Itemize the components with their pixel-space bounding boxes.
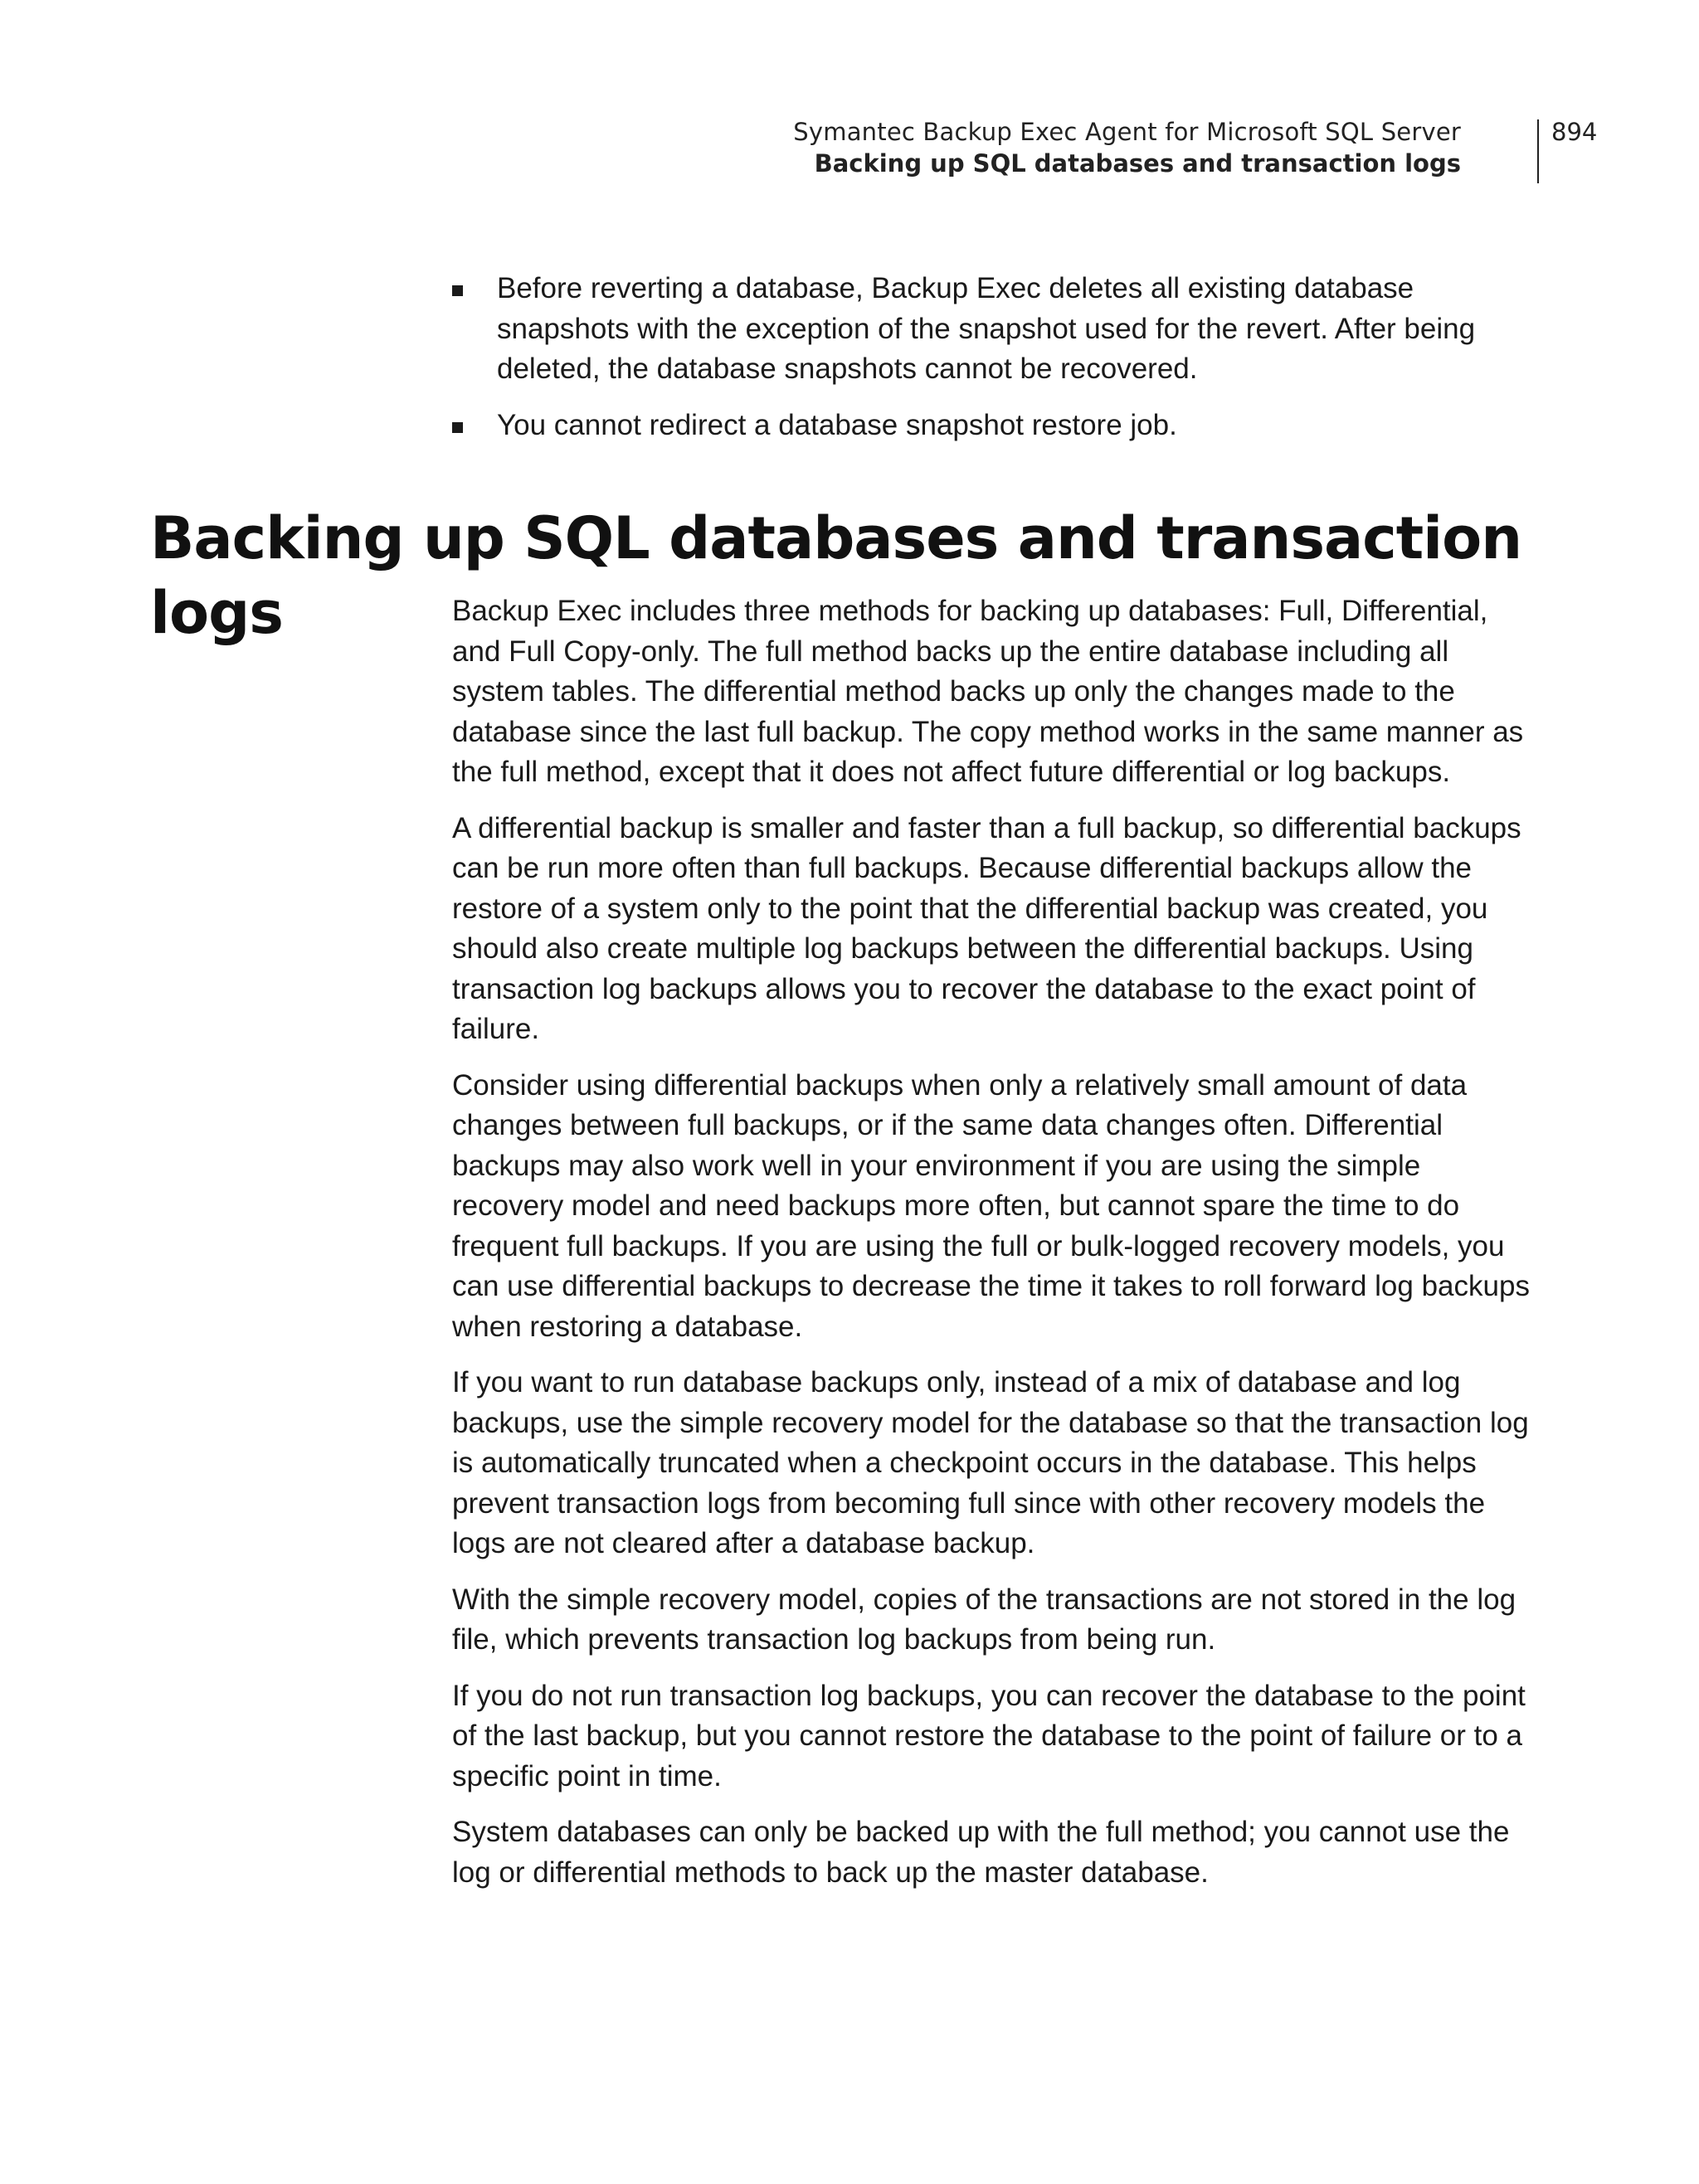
paragraph: With the simple recovery model, copies of the transactions are not stored in the log file, which prevents transaction log backups from being run. (452, 1583, 1516, 1656)
page-number: 894 (1551, 118, 1598, 146)
square-bullet-icon (452, 422, 463, 433)
paragraph: Consider using differential backups when only a relatively small amount of data changes between full backups, or if the same data changes often. Differential backups may also work well in your environment if you are using the simple recovery model and need backups more often, but cannot spare the time to do frequent full backups. If you are using the full or bulk-logged recovery models, you can use differential backups to decrease the time it takes to roll forward log backups when restoring a database. (452, 1068, 1530, 1343)
bullet-item (452, 269, 1539, 390)
paragraph: If you want to run database backups only, instead of a mix of database and log backups, use the simple recovery model for the database so that the transaction log is automatically truncated when a checkpoint occurs in the database. This helps prevent transaction logs from becoming full since with other recovery models the logs are not cleared after a database backup. (452, 1366, 1529, 1559)
paragraph: System databases can only be backed up with the full method; you cannot use the log or differential methods to back up the master database. (452, 1816, 1510, 1889)
paragraph: A differential backup is smaller and faster than a full backup, so differential backups can be run more often than full backups. Because differential backups allow the restore of a system only to the point that the differential backup was created, you should also create multiple log backups between the differential backups. Using transaction log backups allows you to recover the database to the exact point of failure. (452, 811, 1521, 1045)
bullet-text: Before reverting a database, Backup Exec deletes all existing database snapshots with the exception of the snapshot used for the revert. After being deleted, the database snapshots cannot be recovered. (497, 272, 1476, 385)
square-bullet-icon (452, 285, 463, 296)
bullet-text: You cannot redirect a database snapshot restore job. (497, 408, 1177, 441)
running-header (548, 116, 1461, 179)
body-text (452, 591, 1539, 1909)
bullet-item (452, 406, 1539, 446)
header-divider (1537, 119, 1539, 183)
header-section-title: Backing up SQL databases and transaction logs (814, 149, 1461, 178)
section-heading: Backing up SQL databases and transaction logs (150, 504, 1522, 647)
bullet-list (452, 269, 1539, 461)
paragraph: Backup Exec includes three methods for backing up databases: Full, Differential, and Full Copy-only. The full method backs up the entire database including all system tables. The differential method backs up only the changes made to the database since the last full backup. The copy method works in the same manner as the full method, except that it does not affect future differential or log backups. (452, 595, 1524, 788)
header-chapter-title: Symantec Backup Exec Agent for Microsoft SQL Server (793, 118, 1461, 146)
paragraph: If you do not run transaction log backups, you can recover the database to the point of the last backup, but you cannot restore the database to the point of failure or to a specific point in time. (452, 1679, 1526, 1792)
